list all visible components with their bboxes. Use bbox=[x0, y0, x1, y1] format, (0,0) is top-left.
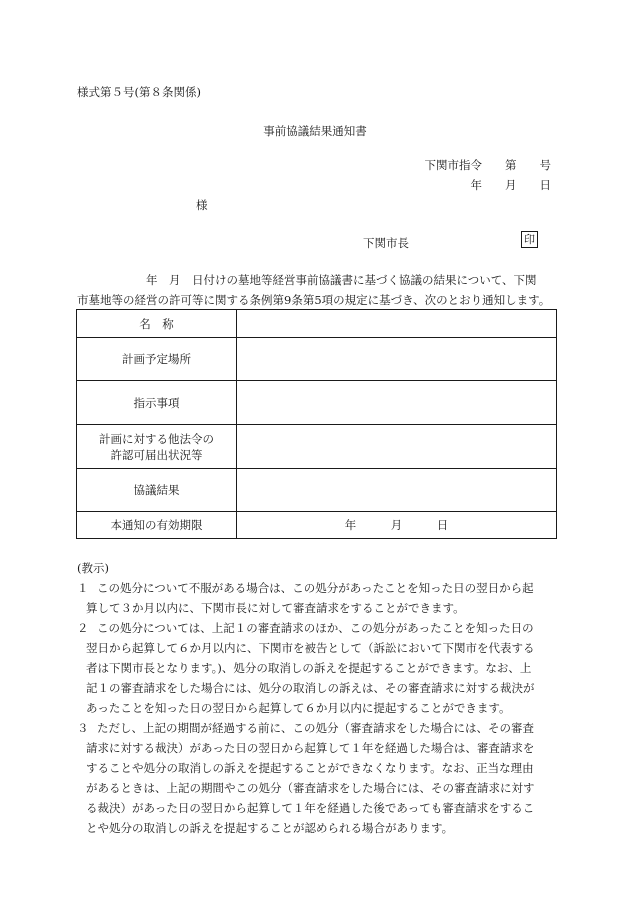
row-value-planned-site bbox=[237, 338, 557, 381]
row-label-line: 計画に対する他法令の bbox=[99, 431, 214, 446]
intro-line: 市墓地等の経営の許可等に関する条例第9条第5項の規定に基づき、次のとおり通知します。 bbox=[77, 293, 551, 307]
table-row bbox=[77, 381, 557, 425]
row-value-validity: 年 月 日 bbox=[237, 512, 557, 539]
table-row bbox=[77, 512, 557, 539]
item-line: この処分について不服がある場合は、この処分があったことを知った日の翌日から起 bbox=[97, 581, 534, 595]
issue-date-line: 年 月 日 bbox=[470, 178, 551, 192]
row-label-other-laws bbox=[77, 425, 237, 469]
table-row bbox=[77, 338, 557, 381]
item-line: あったことを知った日の翌日から起算して６か月以内に提起することができます。 bbox=[86, 701, 511, 715]
row-label-planned-site: 計画予定場所 bbox=[77, 338, 237, 381]
table-row bbox=[77, 425, 557, 469]
item-line: することや処分の取消しの訴えを提起することができなくなります。なお、正当な理由 bbox=[86, 761, 534, 775]
row-label-result: 協議結果 bbox=[77, 469, 237, 512]
intro-paragraph bbox=[77, 270, 557, 310]
instructions-section bbox=[77, 558, 557, 838]
instruction-item bbox=[77, 578, 557, 618]
form-number: 様式第５号(第８条関係) bbox=[77, 85, 201, 99]
row-value-instructions bbox=[237, 381, 557, 425]
document-title: 事前協議結果通知書 bbox=[263, 124, 367, 138]
item-line: 者は下関市長となります。)、処分の取消しの訴えを提起することができます。なお、上 bbox=[86, 661, 532, 675]
row-label-line: 許認可届出状況等 bbox=[110, 447, 203, 462]
item-line: 記１の審査請求をした場合には、処分の取消しの訴えは、その審査請求に対する裁決が bbox=[86, 681, 535, 695]
reference-number-line: 下関市指令 第 号 bbox=[424, 158, 551, 172]
instruction-item bbox=[77, 718, 557, 838]
row-label-instructions: 指示事項 bbox=[77, 381, 237, 425]
item-line: があるときは、上記の期間やこの処分（審査請求をした場合には、その審査請求に対す bbox=[86, 781, 535, 795]
table-row bbox=[77, 469, 557, 512]
item-line: 翌日から起算して６か月以内に、下関市を被告として（訴訟において下関市を代表する bbox=[86, 641, 535, 655]
row-value-name bbox=[237, 310, 557, 338]
seal-mark: 印 bbox=[521, 231, 538, 248]
row-label-name: 名 称 bbox=[77, 310, 237, 338]
item-line: とや処分の取消しの訴えを提起することが認められる場合があります。 bbox=[86, 821, 454, 835]
row-value-result bbox=[237, 469, 557, 512]
item-number: １ bbox=[77, 581, 89, 595]
item-line: る裁決）があった日の翌日から起算して１年を経過した後であっても審査請求をするこ bbox=[86, 801, 535, 815]
item-line: 請求に対する裁決）があった日の翌日から起算して１年を経過した場合は、審査請求を bbox=[86, 741, 535, 755]
instructions-heading: (教示) bbox=[77, 561, 109, 575]
row-value-other-laws bbox=[237, 425, 557, 469]
table-row bbox=[77, 310, 557, 338]
consultation-table bbox=[76, 309, 557, 539]
intro-line: 年 月 日付けの墓地等経営事前協議書に基づく協議の結果について、下関 bbox=[77, 273, 537, 287]
row-label-validity: 本通知の有効期限 bbox=[77, 512, 237, 539]
item-line: 算して３か月以内に、下関市長に対して審査請求をすることができます。 bbox=[86, 601, 465, 615]
instruction-item bbox=[77, 618, 557, 718]
item-number: ２ bbox=[77, 621, 89, 635]
item-number: ３ bbox=[77, 721, 89, 735]
addressee-honorific: 様 bbox=[196, 198, 208, 212]
item-line: この処分については、上記１の審査請求のほか、この処分があったことを知った日の bbox=[97, 621, 534, 635]
item-line: ただし、上記の期間が経過する前に、この処分（審査請求をした場合には、その審査 bbox=[97, 721, 534, 735]
sender-mayor: 下関市長 bbox=[363, 236, 409, 250]
